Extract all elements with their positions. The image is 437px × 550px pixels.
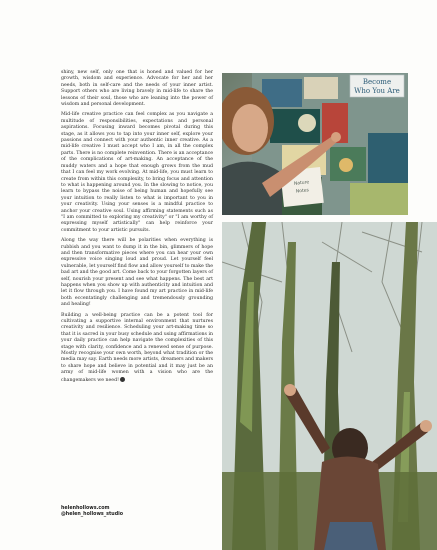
article-footer — [61, 506, 213, 518]
article-body — [61, 70, 213, 388]
article-paragraph-4 — [61, 313, 213, 384]
board-sign-subtitle: Who You Are — [354, 87, 400, 95]
nature-card-line2: Notes — [295, 188, 310, 195]
article-paragraph-3: Along the way there will be polarities when everything is rubbish and you want to dump it in the bin, glimmers of hope and then transformative pieces where you can hear your own expressive voice singing loud and proud. Let yourself feel vulnerable, let yourself find flow and allow yourself to make the bad art and the good art. Come back to your forgotten layers of self, nourish your present and see what happens. The best art happens when you show up with authenticity and intuition and let it flow through you. I have found my art practice in mid-life both eccentatingly challenging and tremendously grounding and healing! — [61, 238, 213, 308]
board-sign-title: Become — [362, 78, 392, 86]
collage-board-photo — [222, 73, 408, 215]
website-link[interactable]: helenhollows.com — [61, 506, 110, 511]
nature-card-line1: Nature — [293, 180, 310, 187]
social-handle: @helen_hollows_studio — [61, 512, 124, 518]
article-paragraph-2: Mid-life creative practice can feel complex as you navigate a multitude of responsibilities, expectations and personal aspirations. Focusing inward becomes pivotal during this stage, as it allows you to tap into your inner self, explore your passions and connect with your authentic inner creative. As a mid-life creative I must accept who I am, in all the complex parts. There is no complete reinvention. There is an acceptance of the complications of art-making. An acceptance of the muddy waters and a hope that enough grows from the mud that I can feel my work evolving. At mid-life, you must learn to create from within this complexity, to bring focus and attention to what is happening around you. In the slowing to notice, you learn to bypass the noise of being human and hopefully see your intuition to really listen to what is important to you in your creativity. Using your senses is a mindful practice to anchor your creative soul. Using affirming statements such as "I am committed to exploring my creativity" or "I am worthy of expressing myself artistically" can help reinforce your commitment to your artistic pursuits. — [61, 112, 213, 233]
woodland-illustration — [222, 222, 437, 550]
article-paragraph-4-text: Building a well-being practice can be a potent tool for cultivating a supportive internal environment that nurtures creativity and resilience. Scheduling your art-making time so that it is sacred in your busy schedule and using affirmations in your daily practice can help navigate the complexities of this stage with clarity, confidence and a renewed sense of purpose. Mostly recognise your own worth, beyond what tradition or the media may say. Earth needs more artists, dreamers and makers to share hope and believe in potential and it may just be an army of mid-life women with a vision who are the changemakers we need! — [61, 312, 213, 383]
collage-board-illustration — [222, 73, 408, 215]
end-mark-icon — [120, 377, 125, 382]
woodland-photo — [222, 222, 437, 550]
article-paragraph-1: shiny, new self, only one that is honed and valued for her growth, wisdom and experience. Advocate for her and her needs, both in self-care and the needs of your inner artist. Support others who are living bravely in mid-life to share the lessons of their soul, those who are leaning into the power of wisdom and personal development. — [61, 70, 213, 108]
